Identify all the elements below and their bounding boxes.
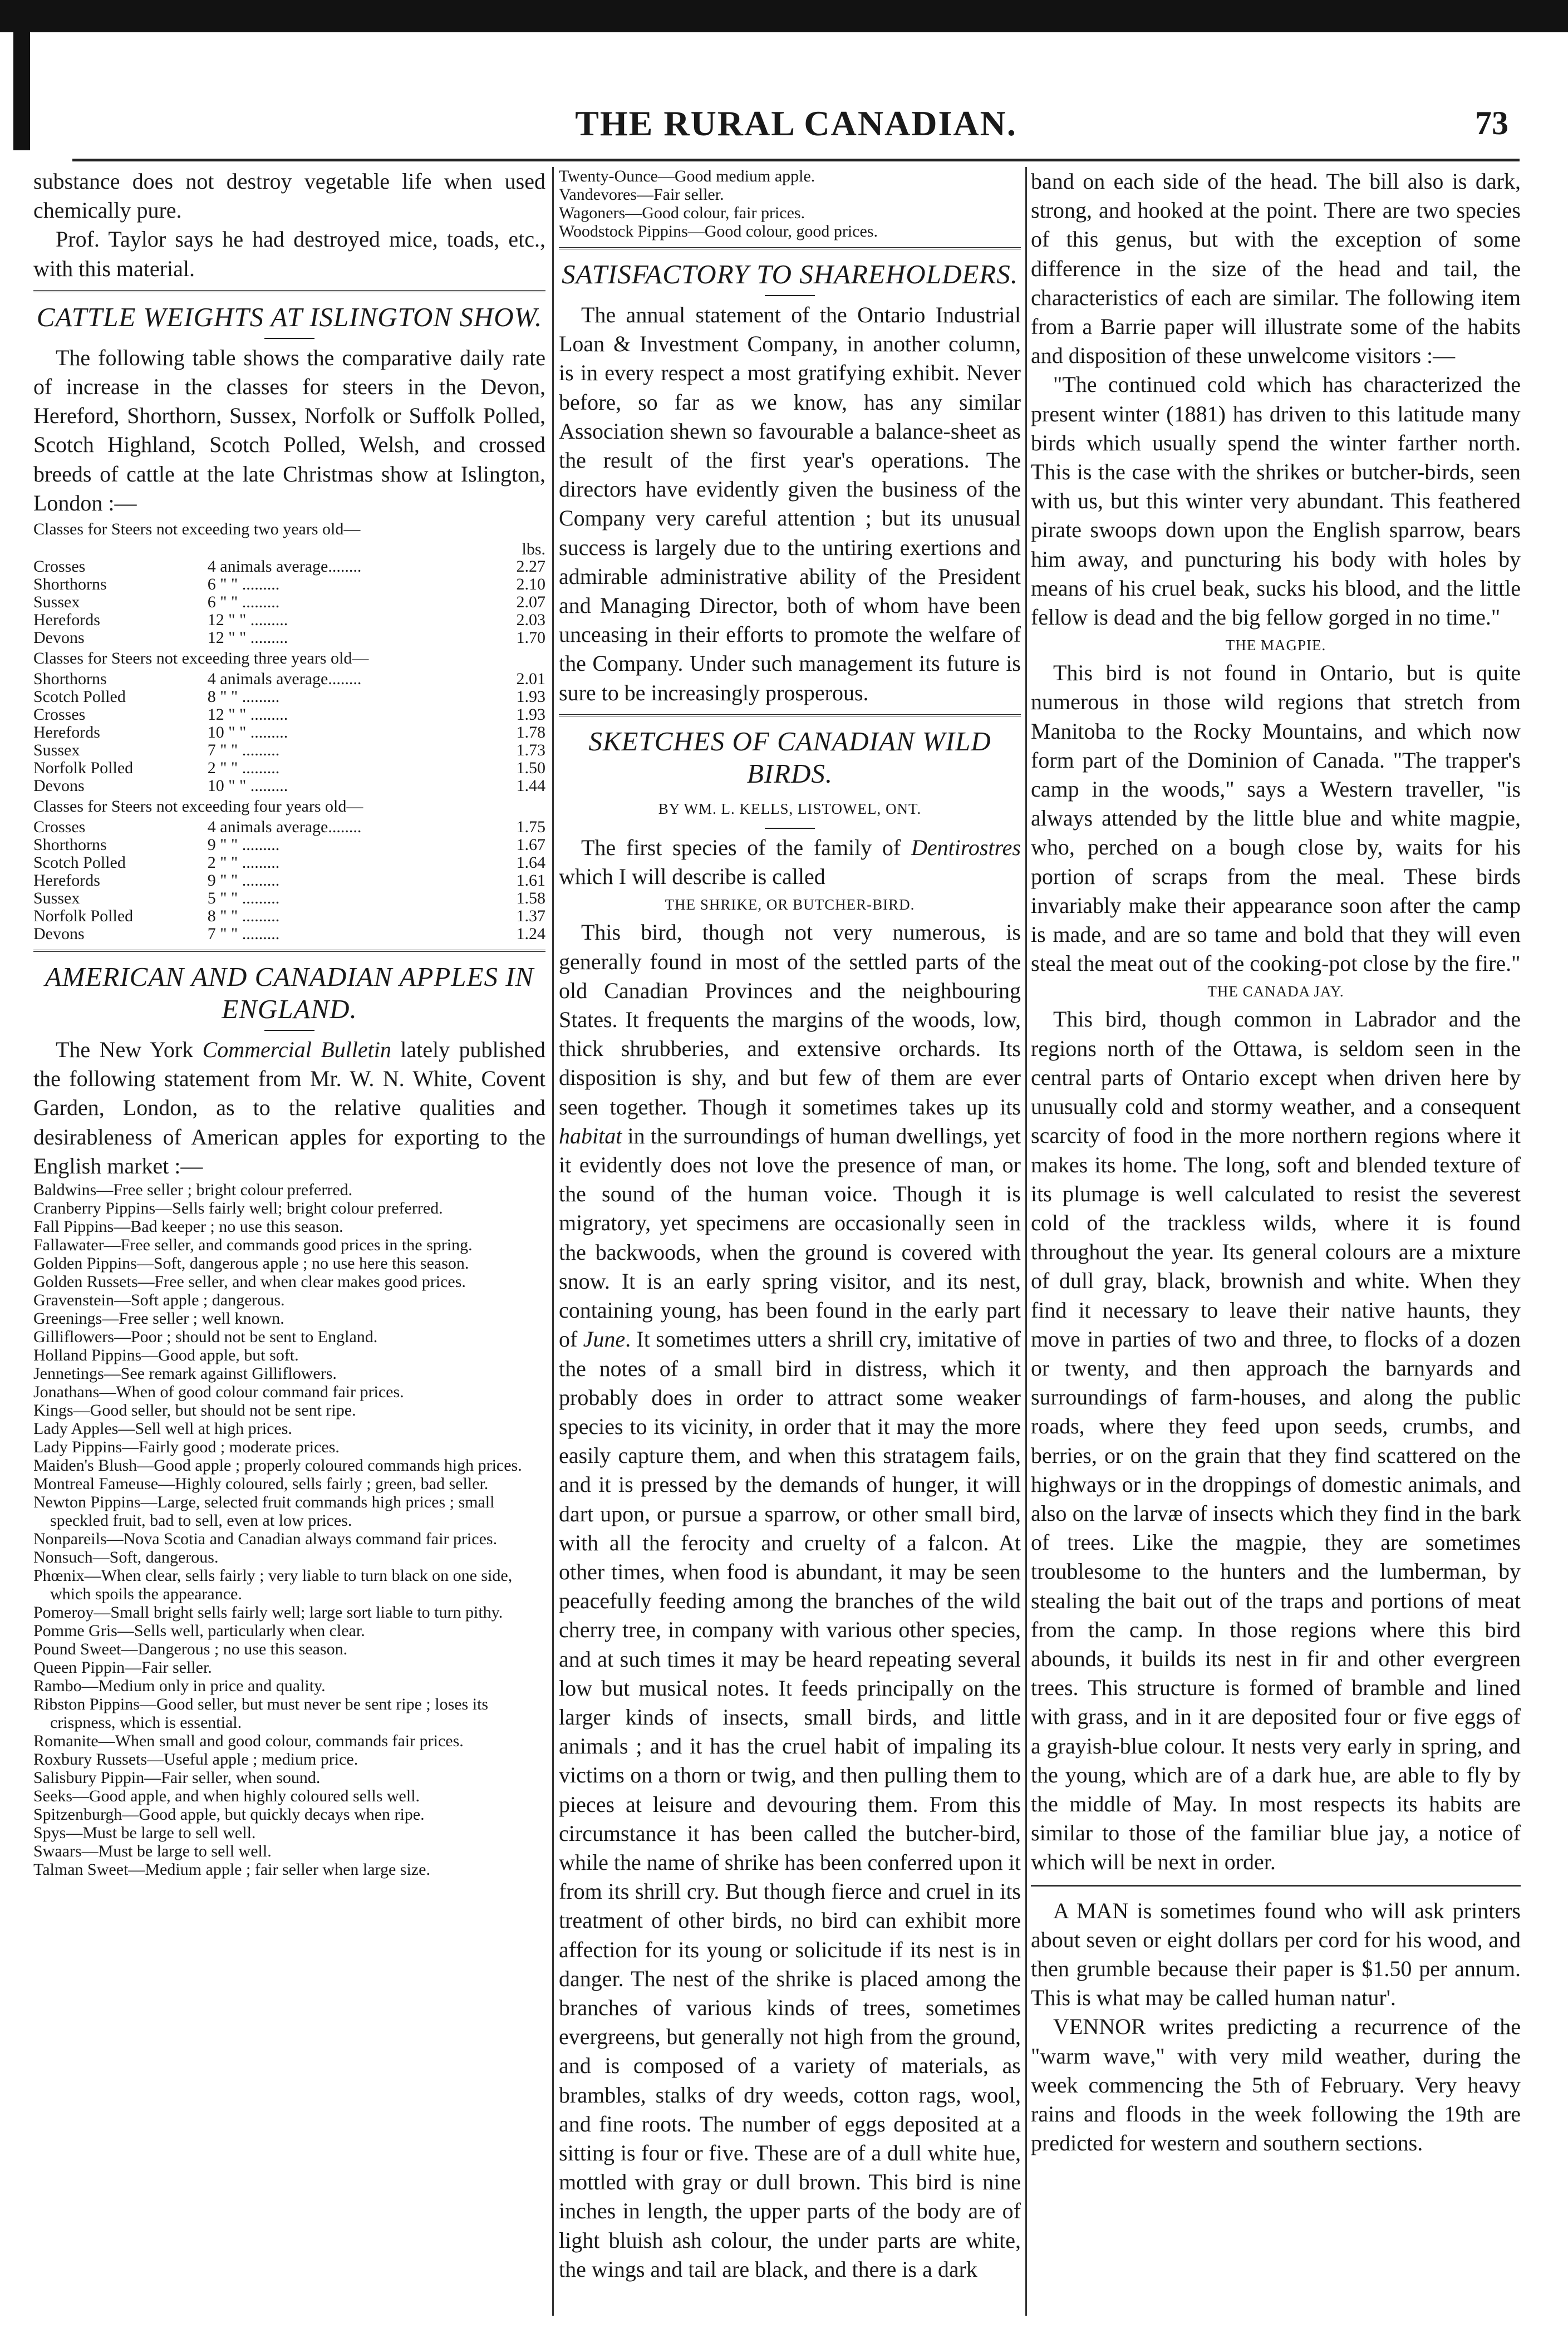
list-item: Fall Pippins—Bad keeper ; no use this season. [33,1217,343,1236]
value-cell: 1.70 [516,628,545,647]
section-divider [1031,1885,1521,1887]
list-item: Woodstock Pippins—Good colour, good prices. [559,222,878,240]
info-cell: 7 " " ......... [207,741,280,760]
list-item: Seeks—Good apple, and when highly coloured sells well. [33,1787,420,1806]
paragraph: The New York Commercial Bulletin lately published the following statement from Mr. W. N. White, Covent Garden, London, as to the relative qualities and desirableness of American apples for exporting to the English market :— [33,1037,545,1178]
breed-cell: Shorthorns [33,836,107,854]
section-divider [559,247,1021,252]
table-row [33,907,545,925]
table-group-title: Classes for Steers not exceeding three years old— [33,649,369,668]
info-cell: 9 " " ......... [207,871,280,890]
list-item: Baldwins—Free seller ; bright colour preferred. [33,1181,353,1200]
paragraph: Prof. Taylor says he had destroyed mice, toads, etc., with this material. [33,227,545,281]
list-item: Roxbury Russets—Useful apple ; medium price. [33,1750,358,1769]
value-cell: 2.01 [516,670,545,689]
unit-label: lbs. [522,540,545,559]
breed-cell: Crosses [33,705,86,724]
breed-cell: Norfolk Polled [33,759,134,778]
breed-cell: Crosses [33,818,86,837]
list-item: Romanite—When small and good colour, commands fair prices. [33,1732,464,1751]
paragraph: VENNOR writes predicting a recurrence of the "warm wave," with very mild weather, during the week commencing the 5th of February. Very heavy rains and floods in the week following the 19th are predicted for western and southern sections. [1031,2014,1521,2156]
list-item: Swaars—Must be large to sell well. [33,1842,272,1861]
column-1 [33,167,545,2316]
subheading: THE SHRIKE, OR BUTCHER-BIRD. [665,896,915,913]
article-heading: SATISFACTORY TO SHAREHOLDERS. [562,259,1018,289]
newspaper-title: THE RURAL CANADIAN. [575,104,1017,143]
list-item: Holland Pippins—Good apple, but soft. [33,1346,299,1365]
table-row [33,872,545,890]
list-item: Wagoners—Good colour, fair prices. [559,204,805,222]
paragraph: substance does not destroy vegetable life when used chemically pure. [33,169,545,223]
short-rule [264,1030,314,1031]
paragraph: The annual statement of the Ontario Industrial Loan & Investment Company, in another column, is in every respect a most gratifying exhibit. Never before, so far as we know, has any similar Association shewn so favourable a balance-sheet as the result of the first year's operations. The directors have evidently given the business of the Company very careful attention ; but its unusual success is largely due to the untiring exertions and admirable administrative ability of the President and Managing Director, both of whom have been unceasing in their efforts to promote the welfare of the Company. Under such management its future is sure to be increasingly prosperous. [559,302,1021,705]
value-cell: 1.24 [516,925,545,944]
subheading: THE CANADA JAY. [1207,983,1344,1000]
info-cell: 8 " " ......... [207,687,280,706]
table-row [33,593,545,611]
info-cell: 6 " " ......... [207,575,280,594]
paragraph: This bird, though common in Labrador and the regions north of the Ottawa, is seldom seen in the central parts of Ontario except when driven here by unusually cold and stormy weather, and a consequent scarcity of food in the more northern regions where it makes its home. The long, soft and blended texture of its plumage is well calculated to resist the severest cold of the trackless wilds, where it is found throughout the year. Its general colours are a mixture of dull gray, black, brownish and white. When they find it necessary to leave their native haunts, they move in parties of two and three, to flocks of a dozen or twenty, and then approach the barnyards and surroundings of farm-houses, and along the public roads, where they feed upon seeds, crumbs, and berries, or on the grain that they find scattered on the highways or in the droppings of domestic animals, and also on the larvæ of insects which they find in the bark of trees. Like the magpie, they are sometimes troublesome to the hunters and the lumberman, by stealing the bait out of the traps and portions of meat from the camp. In those regions where this bird abounds, it builds its nest in fir and other evergreen trees. This structure is formed of bramble and lined with grass, and in it are deposited four or five eggs of a grayish-blue colour. It nests very early in spring, and the young, which are of a dark hue, are able to fly by the middle of May. In most respects its habits are similar to those of the familiar blue jay, a notice of which will be next in order. [1031,1006,1521,1875]
breed-cell: Sussex [33,889,80,908]
list-item: Queen Pippin—Fair seller. [33,1658,212,1677]
breed-cell: Herefords [33,871,100,890]
table-row [33,670,545,688]
table-row [33,576,545,593]
table-row [33,777,545,795]
table-row [33,558,545,576]
list-item: Phœnix—When clear, sells fairly ; very liable to turn black on one side, which spoils the appearance. [33,1566,513,1604]
breed-cell: Herefords [33,611,100,630]
column-rule [1025,167,1027,2316]
value-cell: 2.07 [516,593,545,612]
list-item: Rambo—Medium only in price and quality. [33,1677,326,1696]
page-header [72,97,1520,161]
value-cell: 1.93 [516,705,545,724]
list-item: Gravenstein—Soft apple ; dangerous. [33,1291,285,1310]
list-item: Newton Pippins—Large, selected fruit commands high prices ; small speckled fruit, bad to sell, even at low prices. [33,1493,495,1530]
list-item: Fallawater—Free seller, and commands good prices in the spring. [33,1236,473,1255]
table-row [33,759,545,777]
table-group-title: Classes for Steers not exceeding four years old— [33,797,363,816]
breed-cell: Norfolk Polled [33,907,134,926]
table-group [33,558,545,647]
value-cell: 1.64 [516,853,545,872]
table-row [33,706,545,724]
info-cell: 2 " " ......... [207,853,280,872]
value-cell: 2.03 [516,611,545,630]
breed-cell: Herefords [33,723,100,742]
table-group [33,670,545,795]
value-cell: 2.27 [516,557,545,576]
list-item: Golden Pippins—Soft, dangerous apple ; no use here this season. [33,1254,469,1273]
list-item: Lady Apples—Sell well at high prices. [33,1419,292,1438]
paragraph: The first species of the family of Dentirostres which I will describe is called [559,835,1021,890]
info-cell: 4 animals average........ [207,818,362,837]
paragraph: The following table shows the comparative daily rate of increase in the classes for steers in the Devon, Hereford, Shorthorn, Sussex, Norfolk or Suffolk Polled, Scotch Highland, Scotch Polled, Welsh, and crossed breeds of cattle at the late Christmas show at Islington, London :— [33,345,545,515]
table-group-title: Classes for Steers not exceeding two years old— [33,520,361,539]
value-cell: 1.58 [516,889,545,908]
short-rule [765,295,815,296]
info-cell: 2 " " ......... [207,759,280,778]
list-item: Salisbury Pippin—Fair seller, when sound. [33,1769,321,1787]
list-item: Spys—Must be large to sell well. [33,1824,256,1843]
breed-cell: Shorthorns [33,670,107,689]
breed-cell: Devons [33,777,85,795]
list-item: Nonpareils—Nova Scotia and Canadian always command fair prices. [33,1530,498,1549]
info-cell: 6 " " ......... [207,593,280,612]
list-item: Talman Sweet—Medium apple ; fair seller when large size. [33,1860,430,1879]
breed-cell: Scotch Polled [33,853,126,872]
value-cell: 1.75 [516,818,545,837]
page-top-edge [0,0,1568,32]
value-cell: 1.61 [516,871,545,890]
paragraph: band on each side of the head. The bill also is dark, strong, and hooked at the point. There are two species of this genus, but with the exception of some difference in the size of the head and tail, the characteristics of each are similar. The following item from a Barrie paper will illustrate some of the habits and disposition of these unwelcome visitors :— [1031,169,1521,369]
subheading: THE MAGPIE. [1225,637,1326,654]
breed-cell: Devons [33,925,85,944]
info-cell: 12 " " ......... [207,628,288,647]
short-rule [765,828,815,829]
info-cell: 10 " " ......... [207,777,288,795]
column-3 [1031,167,1521,2316]
info-cell: 8 " " ......... [207,907,280,926]
byline: BY WM. L. KELLS, LISTOWEL, ONT. [658,800,922,817]
list-item: Greenings—Free seller ; well known. [33,1309,284,1328]
table-row [33,925,545,943]
value-cell: 1.37 [516,907,545,926]
list-item: Kings—Good seller, but should not be sent ripe. [33,1401,356,1420]
column-rule [552,167,554,2316]
value-cell: 1.78 [516,723,545,742]
table-row [33,741,545,759]
table-row [33,688,545,706]
paragraph: A MAN is sometimes found who will ask printers about seven or eight dollars per cord for his wood, and then grumble because their paper is $1.50 per annum. This is what may be called human natur'. [1031,1898,1521,2011]
table-group [33,818,545,943]
cattle-table [33,520,545,943]
page-number: 73 [1475,105,1508,141]
value-cell: 1.93 [516,687,545,706]
breed-cell: Scotch Polled [33,687,126,706]
value-cell: 2.10 [516,575,545,594]
info-cell: 9 " " ......... [207,836,280,854]
section-divider [559,714,1021,719]
page-left-edge [13,22,30,150]
info-cell: 7 " " ......... [207,925,280,944]
article-heading: AMERICAN AND CANADIAN APPLES IN ENGLAND. [45,961,534,1025]
list-item: Gilliflowers—Poor ; should not be sent to England. [33,1328,378,1347]
section-divider [33,950,545,954]
value-cell: 1.50 [516,759,545,778]
table-row [33,724,545,741]
info-cell: 5 " " ......... [207,889,280,908]
breed-cell: Shorthorns [33,575,107,594]
apple-list [33,1181,545,1879]
info-cell: 4 animals average........ [207,670,362,689]
table-row [33,629,545,647]
article-heading: CATTLE WEIGHTS AT ISLINGTON SHOW. [36,301,543,332]
breed-cell: Sussex [33,593,80,612]
table-row [33,836,545,854]
quotation: "The continued cold which has characterized the present winter (1881) has driven to this latitude many birds which usually spend the winter farther north. This is the case with the shrikes or butcher-birds, seen with us, but this winter very abundant. This feathered pirate swoops down upon the English sparrow, bears him away, and puncturing his body with holes by means of his cruel beak, sucks his blood, and the little fellow is dead and the big fellow gorged in no time." [1031,372,1521,630]
column-2 [559,167,1021,2316]
list-item: Twenty-Ounce—Good medium apple. [559,167,815,185]
value-cell: 1.67 [516,836,545,854]
list-item: Maiden's Blush—Good apple ; properly coloured commands high prices. [33,1456,522,1475]
list-item: Nonsuch—Soft, dangerous. [33,1548,219,1567]
list-item: Jonathans—When of good colour command fair prices. [33,1383,404,1402]
breed-cell: Devons [33,628,85,647]
list-item: Jennetings—See remark against Gilliflowers. [33,1364,337,1383]
list-item: Lady Pippins—Fairly good ; moderate prices. [33,1438,340,1457]
list-item: Vandevores—Fair seller. [559,185,724,204]
paragraph: This bird is not found in Ontario, but is quite numerous in those wild regions that stretch from Manitoba to the Rocky Mountains, and which now form part of the Dominion of Canada. "The trapper's camp in the woods," says a Western traveller, "is always attended by the little blue and white magpie, who, perched on a bough close by, waits for his portion of scraps from the meal. These birds invariably make their appearance soon after the camp is made, and are so tame and bold that they will even steal the meat out of the cooking-pot close by the fire." [1031,660,1521,976]
table-row [33,611,545,629]
list-item: Cranberry Pippins—Sells fairly well; bright colour preferred. [33,1199,443,1218]
list-item: Pomme Gris—Sells well, particularly when clear. [33,1622,365,1640]
article-heading: SKETCHES OF CANADIAN WILD BIRDS. [588,725,991,789]
list-item: Montreal Fameuse—Highly coloured, sells fairly ; green, bad seller. [33,1475,489,1494]
list-item: Golden Russets—Free seller, and when clear makes good prices. [33,1273,466,1291]
list-item: Pomeroy—Small bright sells fairly well; large sort liable to turn pithy. [33,1603,503,1622]
short-rule [264,338,314,339]
info-cell: 12 " " ......... [207,611,288,630]
breed-cell: Sussex [33,741,80,760]
info-cell: 4 animals average........ [207,557,362,576]
table-row [33,818,545,836]
table-row [33,890,545,907]
list-item: Spitzenburgh—Good apple, but quickly decays when ripe. [33,1805,425,1824]
value-cell: 1.44 [516,777,545,795]
breed-cell: Crosses [33,557,86,576]
section-divider [33,290,545,294]
paragraph: This bird, though not very numerous, is generally found in most of the settled parts of the old Canadian Provinces and the neighbouring States. It frequents the margins of the woods, low, thick shrubberies, and extensive orchards. Its disposition is shy, and but few of them are ever seen together. Though it sometimes takes up its habitat in the surroundings of human dwellings, yet it evidently does not love the presence of man, or the sound of the human voice. Though it is migratory, yet specimens are occasionally seen in the backwoods, when the ground is covered with snow. It is an early spring visitor, and its nest, containing young, has been found in the early part of June. It sometimes utters a shrill cry, imitative of the notes of a small bird in distress, which it probably does in order to attract some weaker species to its vicinity, in order that it may the more easily capture them, and when this stratagem fails, and it is pressed by the demands of hunger, it will dart upon, or pursue a sparrow, or other small bird, with all the ferocity and cruelty of a falcon. At other times, when food is abundant, it may be seen peacefully feeding among the branches of the wild cherry tree, in company with various other species, and at such times it may be heard repeating several low but musical notes. It feeds principally on the larger kinds of insects, small birds, and little animals ; and it has the cruel habit of impaling its victims on a thorn or twig, and then pulling them to pieces at leisure and devouring them. From this circumstance it has been called the butcher-bird, while the name of shrike has been conferred upon it from its shrill cry. But though fierce and cruel in its treatment of other birds, no bird can exhibit more affection for its young or solicitude if its nest is in danger. The nest of the shrike is placed among the branches of various kinds of trees, sometimes evergreens, but generally not high from the ground, and is composed of a variety of materials, as brambles, stalks of dry weeds, cotton rags, wool, and fine roots. The number of eggs deposited at a sitting is four or five. These are of a dull white hue, mottled with gray or dull brown. This bird is nine inches in length, the upper parts of the body are of light bluish ash colour, the under parts are white, the wings and tail are black, and there is a dark [559,920,1021,2282]
list-item: Pound Sweet—Dangerous ; no use this season. [33,1640,348,1659]
list-item: Ribston Pippins—Good seller, but must never be sent ripe ; loses its crispness, which is essential. [33,1695,489,1732]
table-row [33,854,545,872]
value-cell: 1.73 [516,741,545,760]
info-cell: 10 " " ......... [207,723,288,742]
info-cell: 12 " " ......... [207,705,288,724]
